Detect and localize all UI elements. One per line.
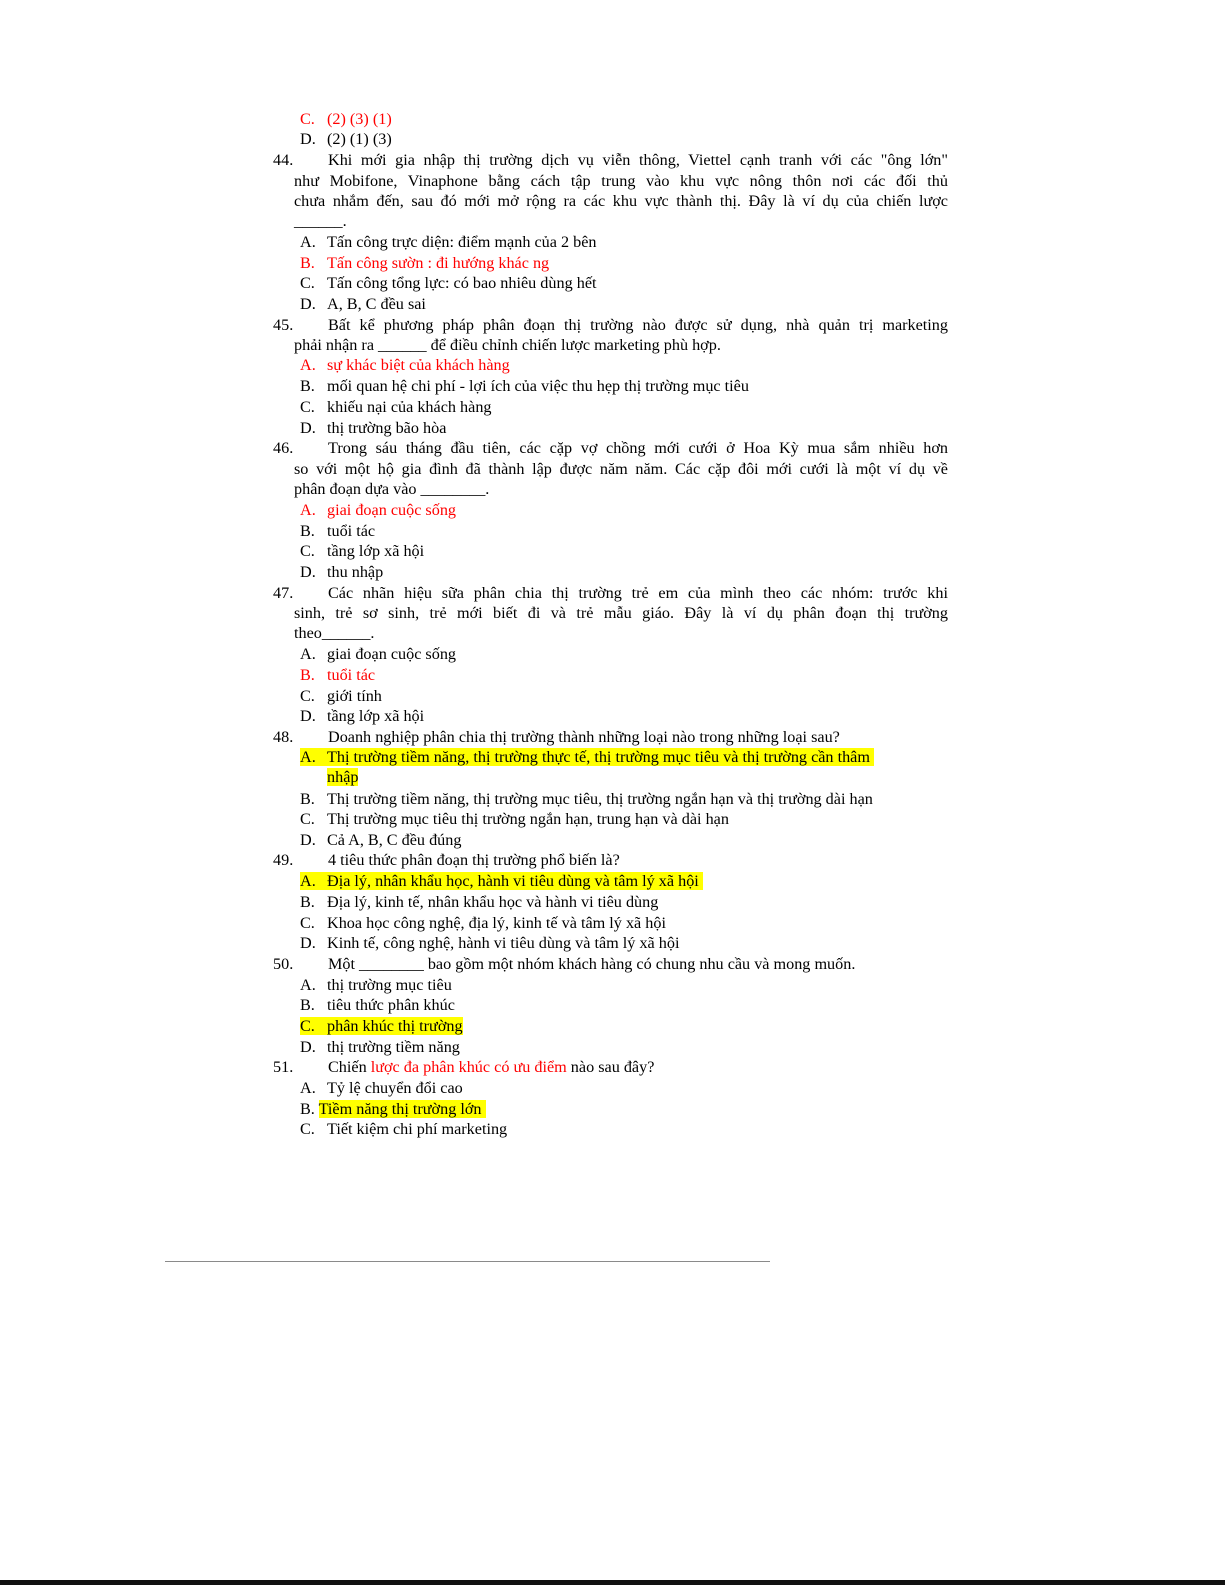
q47-line-3: theo______. [294, 624, 375, 642]
option-text: Cả A, B, C đều đúng [327, 831, 462, 849]
option-letter: C. [300, 542, 315, 560]
option-text-continued: nhập [327, 768, 359, 786]
page-bottom-edge [0, 1580, 1225, 1585]
option-letter: D. [300, 295, 316, 313]
option-text: thị trường tiềm năng [327, 1038, 460, 1056]
q46-option-a [300, 500, 456, 520]
q48-option-a-continued [327, 767, 358, 787]
option-text: tiêu thức phân khúc [327, 996, 455, 1014]
option-text [319, 1100, 486, 1118]
q46-number: 46. [273, 439, 294, 457]
option-letter: D. [300, 130, 316, 148]
option-text: giai đoạn cuộc sống [327, 645, 457, 663]
q44-option-d [300, 294, 426, 314]
option-letter: D. [300, 934, 316, 952]
option-letter: B. [300, 893, 315, 911]
q44-line-3: chưa nhắm đến, sau đó mới mở rộng ra các khu vực thành thị. Đây là ví dụ của chiến lược [294, 192, 948, 210]
option-letter: A. [300, 1079, 316, 1097]
option-text: Khoa học công nghệ, địa lý, kinh tế và tâm lý xã hội [327, 914, 666, 932]
option-text: khiếu nại của khách hàng [327, 398, 492, 416]
q49-option-d [300, 933, 679, 953]
option-text: Tiết kiệm chi phí marketing [327, 1120, 508, 1138]
q50-option-a [300, 975, 452, 995]
option-text: phân khúc thị trường [327, 1017, 463, 1035]
option-letter: B. [300, 1100, 319, 1118]
option-text: tầng lớp xã hội [327, 542, 425, 560]
q47-option-c [300, 686, 382, 706]
q45-number: 45. [273, 316, 294, 334]
q43-option-c [300, 109, 392, 129]
q51-option-c [300, 1119, 507, 1139]
option-letter: D. [300, 419, 316, 437]
q50-option-d [300, 1037, 460, 1057]
option-text: Tỷ lệ chuyển đổi cao [327, 1079, 463, 1097]
option-text: (2) (1) (3) [327, 130, 392, 148]
q44-line-4: ______. [294, 212, 347, 230]
q45-line-1: Bất kể phương pháp phân đoạn thị trường nào được sử dụng, nhà quản trị marketing [328, 316, 948, 334]
option-letter: B. [300, 996, 315, 1014]
q45-option-d [300, 418, 446, 438]
option-letter: A. [300, 748, 316, 766]
option-text: mối quan hệ chi phí - lợi ích của việc thu hẹp thị trường mục tiêu [327, 377, 749, 395]
option-text: (2) (3) (1) [327, 110, 392, 128]
option-letter: C. [300, 398, 315, 416]
q46-option-b [300, 521, 375, 541]
option-letter: B. [300, 522, 315, 540]
option-letter: C. [300, 274, 315, 292]
q48-number: 48. [273, 728, 294, 746]
q48-option-b [300, 789, 873, 809]
q47-option-a [300, 644, 456, 664]
q51-line-1-red: lược đa phân khúc có ưu điểm [370, 1058, 567, 1076]
option-letter: D. [300, 1038, 316, 1056]
option-text: A, B, C đều sai [327, 295, 426, 313]
q50-option-c [300, 1016, 463, 1036]
footnote-separator [165, 1261, 770, 1262]
q48-option-a [300, 747, 874, 767]
option-text: giới tính [327, 687, 382, 705]
q48-option-c [300, 809, 729, 829]
option-letter: D. [300, 831, 316, 849]
option-text: thị trường bão hòa [327, 419, 447, 437]
q44-number: 44. [273, 151, 294, 169]
q50-option-b [300, 995, 455, 1015]
option-text: thị trường mục tiêu [327, 976, 452, 994]
option-text: tầng lớp xã hội [327, 707, 425, 725]
option-letter: B. [300, 377, 315, 395]
q46-line-3: phân đoạn dựa vào ________. [294, 480, 490, 498]
option-text: Thị trường mục tiêu thị trường ngắn hạn, trung hạn và dài hạn [327, 810, 729, 828]
q49-number: 49. [273, 851, 294, 869]
option-text: Tấn công tổng lực: có bao nhiêu dùng hết [327, 274, 597, 292]
option-letter: A. [300, 233, 316, 251]
option-letter: A. [300, 356, 316, 374]
q45-line-2: phải nhận ra ______ để điều chỉnh chiến lược marketing phù hợp. [294, 336, 721, 354]
option-text-value: Tiềm năng thị trường lớn [318, 1100, 482, 1118]
q51-option-b [300, 1099, 486, 1119]
q44-line-2: như Mobifone, Vinaphone bằng cách tập trung vào khu vực nông thôn nơi các đối thủ [294, 172, 948, 190]
q47-option-b [300, 665, 375, 685]
option-letter: C. [300, 110, 315, 128]
option-letter: A. [300, 645, 316, 663]
option-letter: D. [300, 563, 316, 581]
option-letter: A. [300, 501, 316, 519]
q47-number: 47. [273, 584, 294, 602]
option-text: Địa lý, nhân khẩu học, hành vi tiêu dùng và tâm lý xã hội [327, 872, 699, 890]
option-letter: C. [300, 687, 315, 705]
q46-line-2: so với một hộ gia đình đã thành lập được năm năm. Các cặp đôi mới cưới là một ví dụ về [294, 460, 948, 478]
option-letter: B. [300, 790, 315, 808]
q49-option-a [300, 871, 703, 891]
q47-line-2: sinh, trẻ sơ sinh, trẻ mới biết đi và trẻ mẫu giáo. Đây là ví dụ phân đoạn thị trường [294, 604, 948, 622]
option-letter: A. [300, 872, 316, 890]
q47-option-d [300, 706, 424, 726]
option-letter: C. [300, 810, 315, 828]
q49-option-c [300, 913, 666, 933]
q46-option-d [300, 562, 383, 582]
option-text: Địa lý, kinh tế, nhân khẩu học và hành vi tiêu dùng [327, 893, 659, 911]
option-letter: B. [300, 666, 315, 684]
q49-line-1: 4 tiêu thức phân đoạn thị trường phổ biến là? [328, 851, 620, 869]
q51-line-1-post: nào sau đây? [566, 1058, 655, 1076]
option-text: Kinh tế, công nghệ, hành vi tiêu dùng và tâm lý xã hội [327, 934, 680, 952]
option-text: tuổi tác [327, 666, 376, 684]
option-letter: D. [300, 707, 316, 725]
option-letter: B. [300, 254, 315, 272]
q50-number: 50. [273, 955, 294, 973]
q47-line-1: Các nhãn hiệu sữa phân chia thị trường trẻ em của mình theo các nhóm: trước khi [328, 584, 948, 602]
q51-line-1-pre: Chiến [328, 1058, 371, 1076]
q51-number: 51. [273, 1058, 294, 1076]
option-text: tuổi tác [327, 522, 376, 540]
option-text: thu nhập [327, 563, 384, 581]
q51-option-a [300, 1078, 463, 1098]
q44-option-c [300, 273, 597, 293]
q46-line-1: Trong sáu tháng đầu tiên, các cặp vợ chồng mới cưới ở Hoa Kỳ mua sắm nhiều hơn [328, 439, 948, 457]
q45-option-b [300, 376, 749, 396]
option-letter: C. [300, 1120, 315, 1138]
q45-option-c [300, 397, 492, 417]
option-text: Thị trường tiềm năng, thị trường thực tế, thị trường mục tiêu và thị trường cần thâm [327, 748, 870, 766]
q46-option-c [300, 541, 424, 561]
q44-option-b [300, 253, 549, 273]
option-letter: C. [300, 914, 315, 932]
option-letter: C. [300, 1017, 315, 1035]
option-text: Thị trường tiềm năng, thị trường mục tiêu, thị trường ngắn hạn và thị trường dài hạn [327, 790, 873, 808]
q50-line-1: Một ________ bao gồm một nhóm khách hàng có chung nhu cầu và mong muốn. [328, 955, 856, 973]
option-text: Tấn công trực diện: điểm mạnh của 2 bên [327, 233, 597, 251]
option-text: Tấn công sườn : đi hướng khác ng [327, 254, 550, 272]
q43-option-d [300, 129, 392, 149]
option-text: sự khác biệt của khách hàng [327, 356, 510, 374]
q44-option-a [300, 232, 596, 252]
q48-line-1: Doanh nghiệp phân chia thị trường thành những loại nào trong những loại sau? [328, 728, 840, 746]
option-text: giai đoạn cuộc sống [327, 501, 457, 519]
q44-line-1: Khi mới gia nhập thị trường dịch vụ viễn thông, Viettel cạnh tranh với các "ông lớn" [328, 151, 948, 169]
q49-option-b [300, 892, 658, 912]
option-letter: A. [300, 976, 316, 994]
q48-option-d [300, 830, 461, 850]
q45-option-a [300, 355, 510, 375]
q51-line-1 [328, 1057, 948, 1077]
